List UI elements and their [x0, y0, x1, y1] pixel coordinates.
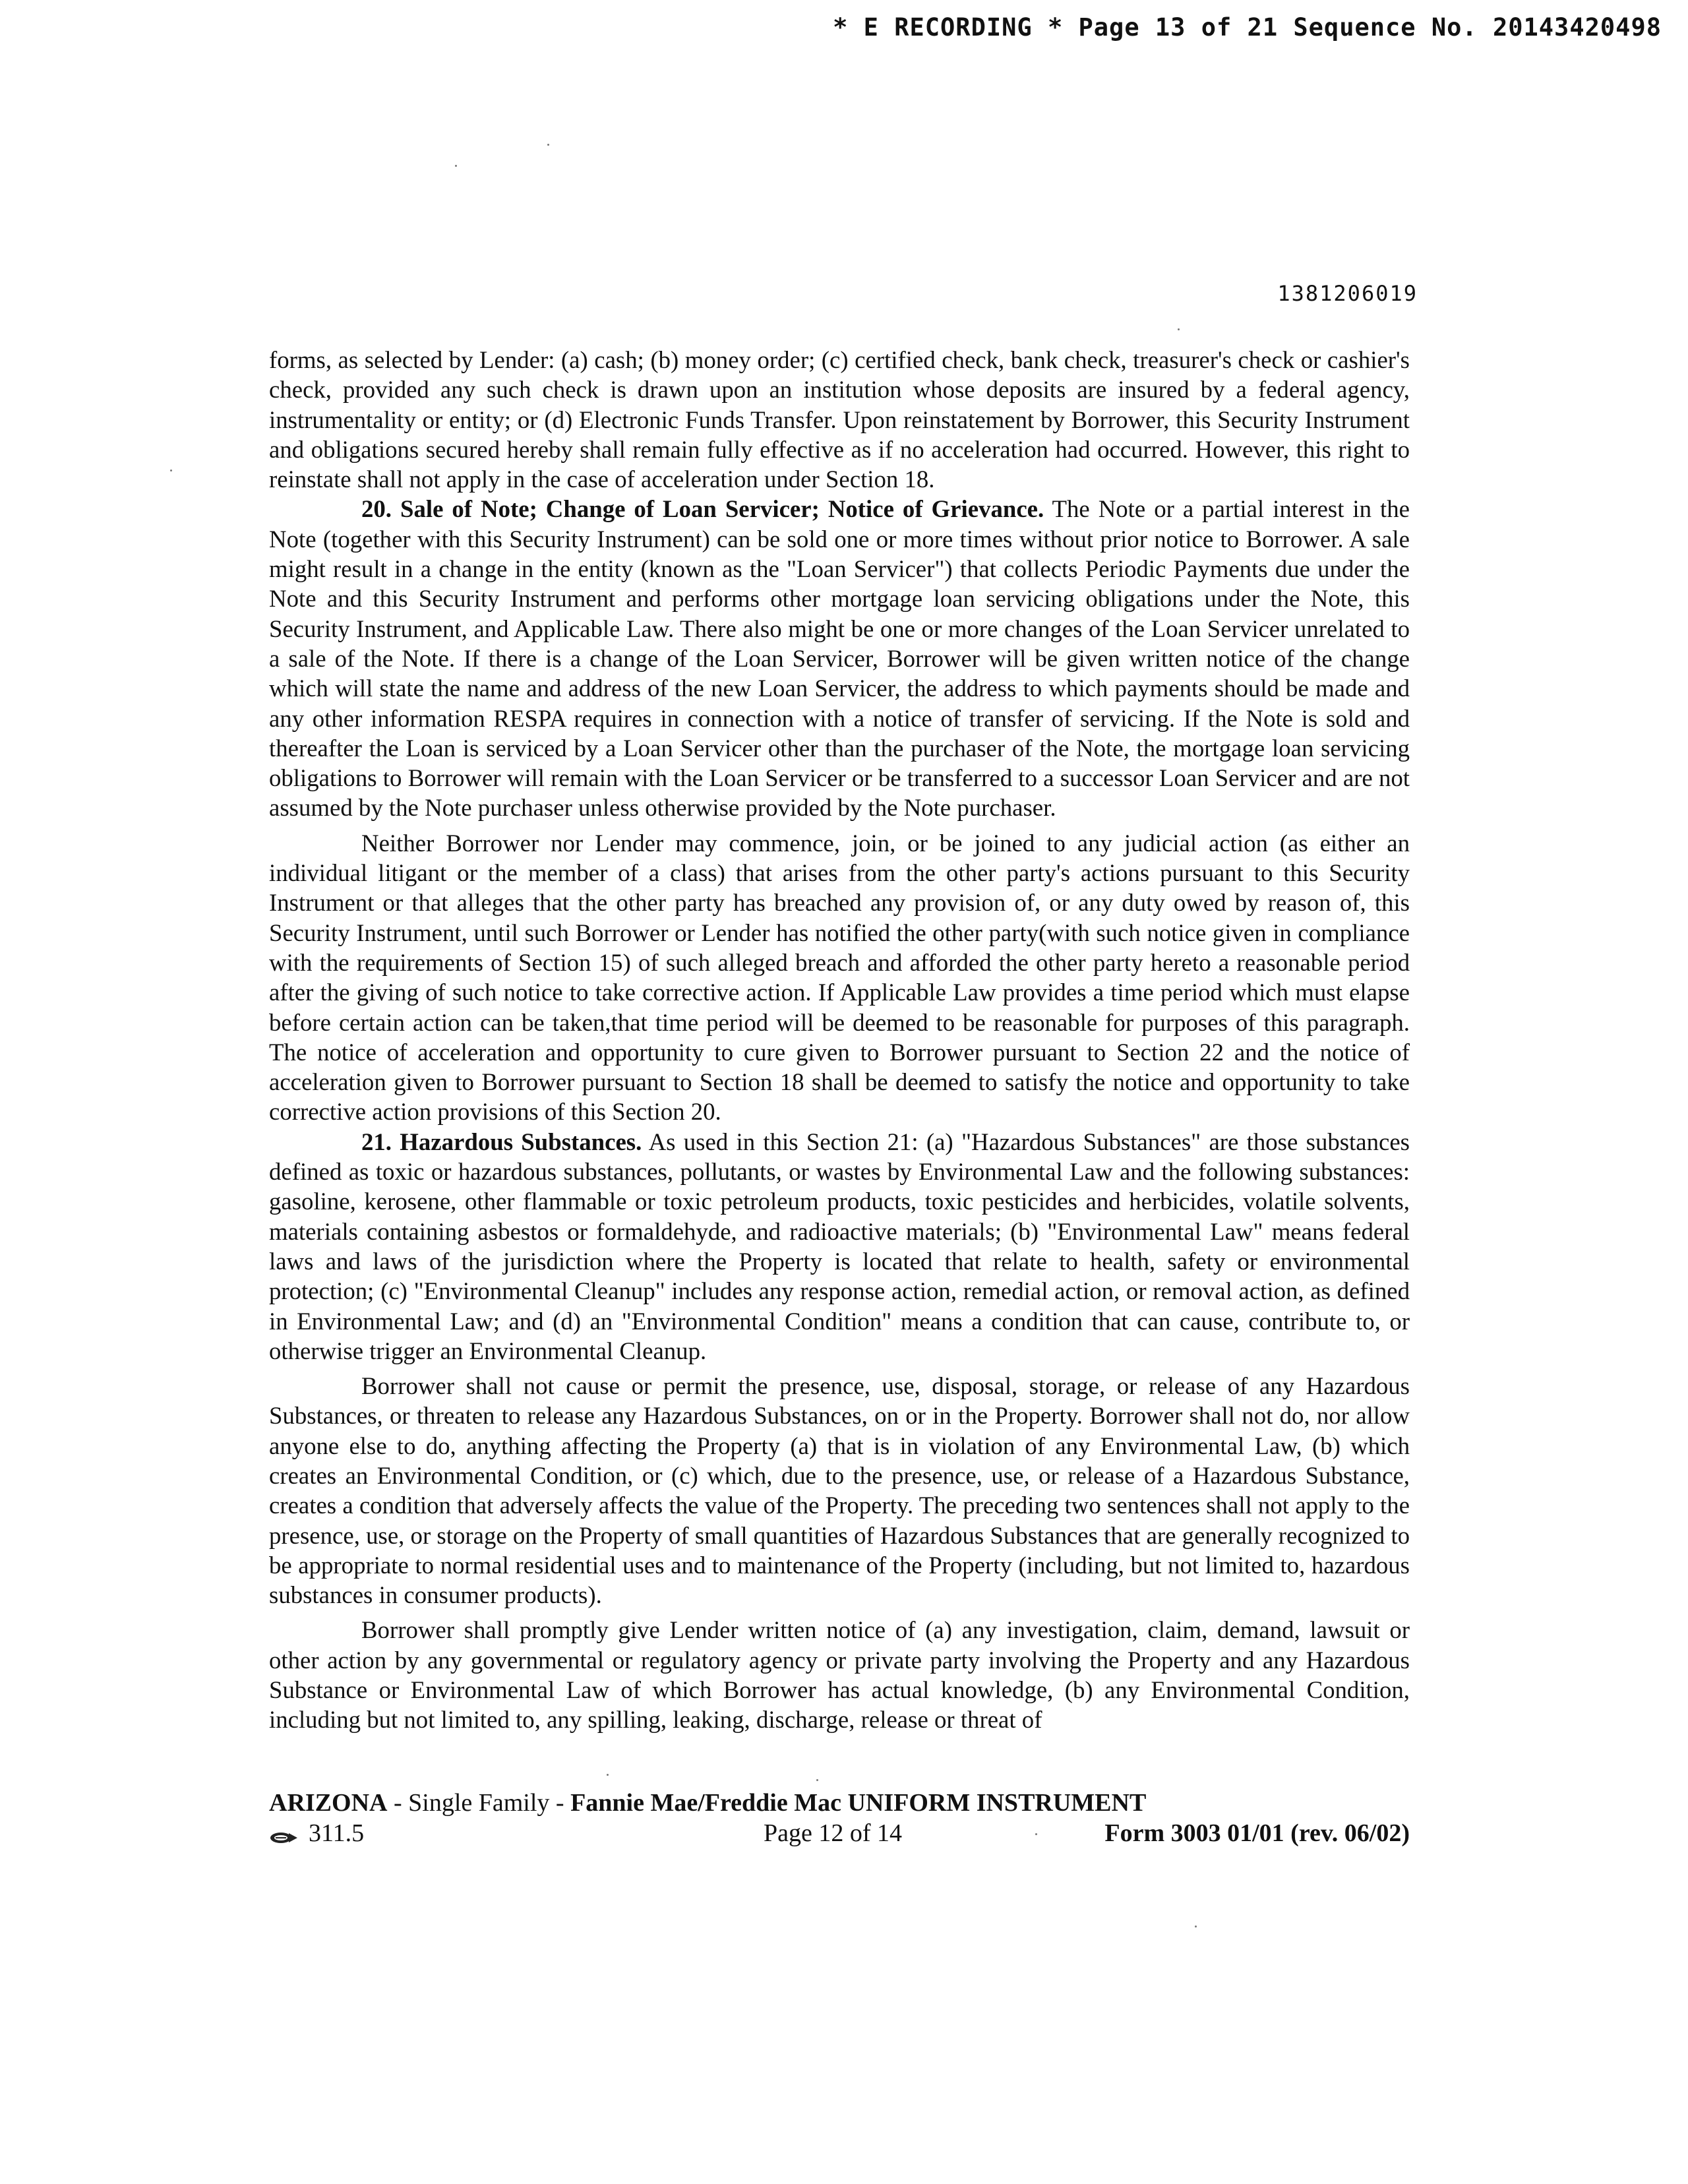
section-21-heading: 21. Hazardous Substances. — [361, 1128, 642, 1155]
scan-speck — [816, 1779, 818, 1781]
loan-number: 1381206019 — [1277, 281, 1418, 306]
footer-form-code: 311.5 — [309, 1819, 365, 1847]
footer-state: ARIZONA — [269, 1789, 388, 1817]
section-20-paragraph — [269, 494, 1410, 822]
scan-speck — [607, 1774, 609, 1776]
scan-speck — [1178, 328, 1180, 330]
recording-header: * E RECORDING * Page 13 of 21 Sequence No. 20143420498 — [833, 13, 1662, 42]
section-20-text: The Note or a partial interest in the Note (together with this Security Instrument) can be sold one or more times without prior notice to Borrower. A sale might result in a change in the entity (known as the "Loan Servicer") that collects Periodic Payments due under the Note and this Security Instrument and performs other mortgage loan servicing obligations under the Note, this Security Instrument, and Applicable Law. There also might be one or more changes of the Loan Servicer unrelated to a sale of the Note. If there is a change of the Loan Servicer, Borrower will be given written notice of the change which will state the name and address of the new Loan Servicer, the address to which payments should be made and any other information RESPA requires in connection with a notice of transfer of servicing. If the Note is sold and thereafter the Loan is serviced by a Loan Servicer other than the purchaser of the Note, the mortgage loan servicing obligations to Borrower will remain with the Loan Servicer or be transferred to a successor Loan Servicer and are not assumed by the Note purchaser unless otherwise provided by the Note purchaser. — [269, 495, 1410, 822]
footer-details — [269, 1819, 1410, 1848]
section-20-heading: 20. Sale of Note; Change of Loan Servicer; Notice of Grievance. — [361, 495, 1044, 523]
paragraph-judicial-action: Neither Borrower nor Lender may commence, join, or be joined to any judicial action (as either an individual litigant or the member of a class) that arises from the other party's actions pursuant to this Security Instrument or that alleges that the other party has breached any provision of, or any duty owed by reason of, this Security Instrument, until such Borrower or Lender has notified the other party(with such notice given in compliance with the requirements of Section 15) of such alleged breach and afforded the other party hereto a reasonable period after the giving of such notice to take corrective action. If Applicable Law provides a time period which must elapse before certain action can be taken,that time period will be deemed to be reasonable for purposes of this paragraph. The notice of acceleration and opportunity to cure given to Borrower pursuant to Section 22 and the notice of acceleration given to Borrower pursuant to Section 18 shall be deemed to satisfy the notice and opportunity to take corrective action provisions of this Section 20. — [269, 829, 1410, 1126]
document-body — [269, 345, 1410, 1735]
paragraph-hazardous-notice: Borrower shall promptly give Lender written notice of (a) any investigation, claim, demand, lawsuit or other action by any governmental or regulatory agency or private party involving the Property and any Hazardous Substance or Environmental Law of which Borrower has actual knowledge, (b) any Environmental Condition, including but not limited to, any spilling, leaking, discharge, release or threat of — [269, 1616, 1410, 1734]
scan-speck — [170, 470, 172, 471]
section-21-paragraph — [269, 1127, 1410, 1366]
footer-form-number: Form 3003 01/01 (rev. 06/02) — [1104, 1819, 1410, 1847]
vmp-logo-icon — [269, 1823, 298, 1837]
paragraph-hazardous-prohibition: Borrower shall not cause or permit the presence, use, disposal, storage, or release of any Hazardous Substances, or threaten to release any Hazardous Substances, on or in the Property. Borrower shall not do, nor allow anyone else to do, anything affecting the Property (a) that is in violation of any Environmental Law, (b) which creates an Environmental Condition, or (c) which, due to the presence, use, or release of a Hazardous Substance, creates a condition that adversely affects the value of the Property. The preceding two sentences shall not apply to the presence, use, or storage on the Property of small quantities of Hazardous Substances that are generally recognized to be appropriate to normal residential uses and to maintenance of the Property (including, but not limited to, hazardous substances in consumer products). — [269, 1372, 1410, 1609]
footer-form-title — [269, 1788, 1410, 1817]
footer-separator: - Single Family - — [387, 1789, 571, 1817]
paragraph-reinstatement-forms: forms, as selected by Lender: (a) cash; (b) money order; (c) certified check, bank check, treasurer's check or cashier's check, provided any such check is drawn upon an institution whose deposits are insured by a federal agency, instrumentality or entity; or (d) Electronic Funds Transfer. Upon reinstatement by Borrower, this Security Instrument and obligations secured hereby shall remain fully effective as if no acceleration had occurred. However, this right to reinstate shall not apply in the case of acceleration under Section 18. — [269, 346, 1410, 493]
document-footer — [269, 1788, 1410, 1848]
scan-speck — [1035, 1833, 1037, 1835]
section-21-text: As used in this Section 21: (a) "Hazardous Substances" are those substances defined as toxic or hazardous substances, pollutants, or wastes by Environmental Law and the following substances: gasoline, kerosene, other flammable or toxic petroleum products, toxic pesticides and herbicides, volatile solvents, materials containing asbestos or formaldehyde, and radioactive materials; (b) "Environmental Law" means federal laws and laws of the jurisdiction where the Property is located that relate to health, safety or environmental protection; (c) "Environmental Cleanup" includes any response action, remedial action, or removal action, as defined in Environmental Law; and (d) an "Environmental Condition" means a condition that can cause, contribute to, or otherwise trigger an Environmental Cleanup. — [269, 1128, 1410, 1364]
scan-speck — [455, 165, 457, 167]
scan-speck — [1195, 1926, 1197, 1927]
footer-instrument: Fannie Mae/Freddie Mac UNIFORM INSTRUMENT — [570, 1789, 1147, 1817]
scan-speck — [547, 144, 549, 146]
footer-page-number: Page 12 of 14 — [764, 1819, 903, 1847]
